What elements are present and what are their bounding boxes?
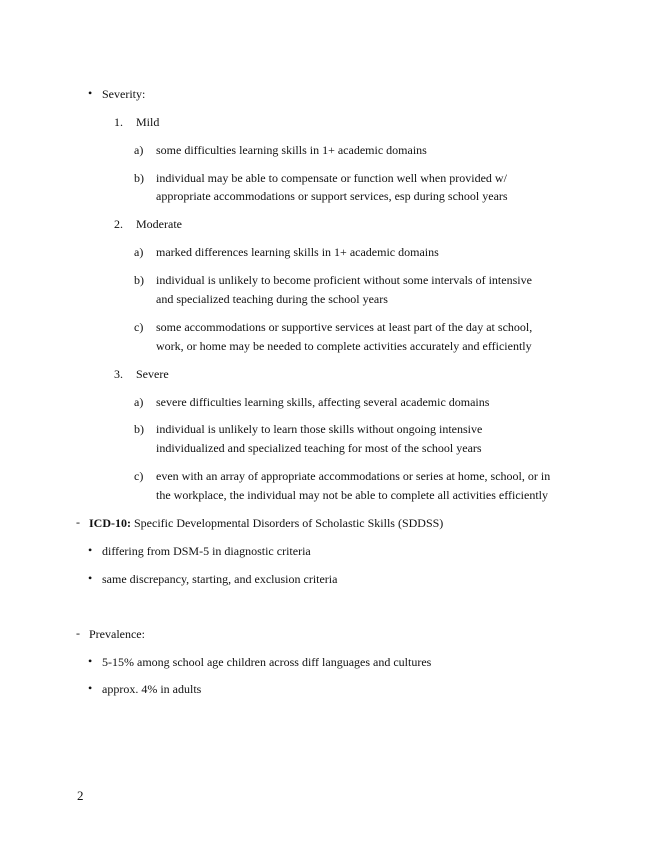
icd10-text: Specific Developmental Disorders of Scholastic Skills (SDDSS) — [131, 516, 444, 530]
icd10-line — [89, 516, 443, 531]
icd10-label: ICD-10: — [89, 516, 131, 530]
list-letter: b) — [134, 171, 144, 185]
prevalence-bullet: 5-15% among school age children across diff languages and cultures — [102, 655, 432, 669]
severity-heading: Severity: — [102, 87, 146, 101]
list-number: 3. — [114, 367, 123, 381]
list-number: 1. — [114, 115, 123, 129]
icd10-bullet: differing from DSM-5 in diagnostic criteria — [102, 544, 311, 558]
list-letter: a) — [134, 395, 144, 409]
list-item-text: marked differences learning skills in 1+ academic domains — [156, 245, 439, 259]
severity-level-mild: Mild — [136, 115, 160, 129]
list-item-text: and specialized teaching during the school years — [156, 292, 388, 306]
list-item-text: some difficulties learning skills in 1+ academic domains — [156, 143, 427, 157]
list-item-text: individualized and specialized teaching for most of the school years — [156, 441, 482, 455]
page-number: 2 — [77, 788, 84, 803]
list-letter: a) — [134, 143, 144, 157]
severity-level-severe: Severe — [136, 367, 169, 381]
severity-level-moderate: Moderate — [136, 217, 182, 231]
list-item-text: the workplace, the individual may not be able to complete all activities efficiently — [156, 488, 548, 502]
bullet-marker: • — [88, 86, 93, 100]
list-item-text: individual is unlikely to learn those skills without ongoing intensive — [156, 422, 483, 436]
bullet-marker: • — [88, 681, 93, 695]
list-item-text: even with an array of appropriate accommodations or series at home, school, or in — [156, 469, 551, 483]
list-item-text: work, or home may be needed to complete activities accurately and efficiently — [156, 339, 532, 353]
list-item-text: individual is unlikely to become proficient without some intervals of intensive — [156, 273, 532, 287]
dash-marker: - — [76, 515, 80, 529]
prevalence-heading: Prevalence: — [89, 627, 145, 641]
dash-marker: - — [76, 626, 80, 640]
list-item-text: individual may be able to compensate or function well when provided w/ — [156, 171, 507, 185]
list-letter: c) — [134, 320, 144, 334]
list-letter: b) — [134, 273, 144, 287]
bullet-marker: • — [88, 571, 93, 585]
list-letter: b) — [134, 422, 144, 436]
prevalence-bullet: approx. 4% in adults — [102, 682, 202, 696]
list-number: 2. — [114, 217, 123, 231]
icd10-bullet: same discrepancy, starting, and exclusion criteria — [102, 572, 338, 586]
list-item-text: appropriate accommodations or support services, esp during school years — [156, 189, 508, 203]
bullet-marker: • — [88, 654, 93, 668]
list-item-text: severe difficulties learning skills, affecting several academic domains — [156, 395, 490, 409]
bullet-marker: • — [88, 543, 93, 557]
list-letter: a) — [134, 245, 144, 259]
list-item-text: some accommodations or supportive services at least part of the day at school, — [156, 320, 533, 334]
list-letter: c) — [134, 469, 144, 483]
